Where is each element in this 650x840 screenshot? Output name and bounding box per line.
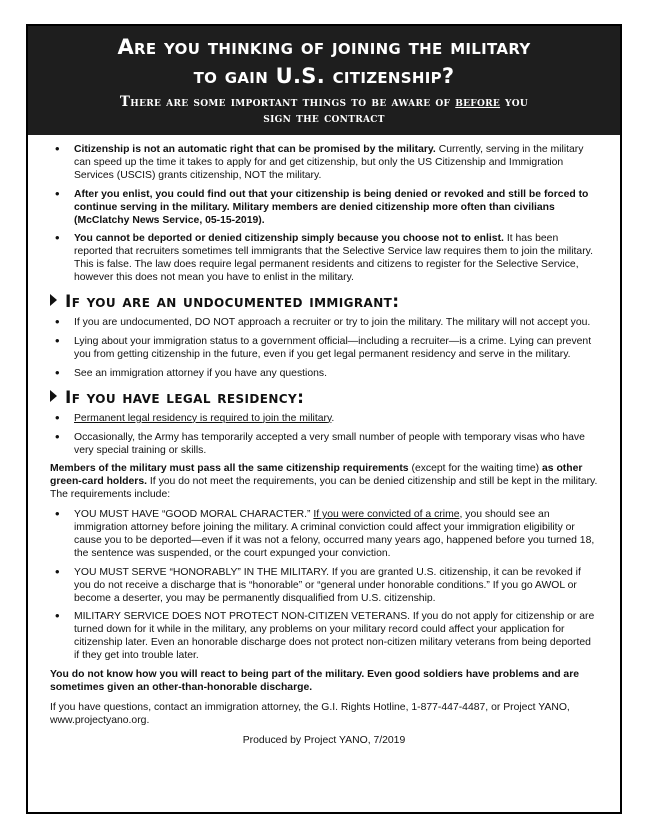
- closing-statement: You do not know how you will react to being part of the military. Even good soldiers have problems and are sometimes given an other-than-honorable discharge.: [50, 669, 580, 693]
- list-item: • YOU MUST SERVE “HONORABLY” IN THE MILITARY. If you are granted U.S. citizenship, it can be revoked if you do not receive a discharge that is “honorable” or “general under honorable conditions.” If you go AWOL or become a deserter, you may be permanently disqualified from U.S. citizenship.: [50, 567, 598, 606]
- req-bold-2: as other green-card holders.: [50, 463, 583, 488]
- list-item: • If you are undocumented, DO NOT approach a recruiter or try to join the military. The military will not accept you.: [50, 317, 598, 330]
- subtitle-pre: There are some important things to be aware of: [119, 94, 456, 110]
- subtitle-line-2: sign the contract: [263, 110, 385, 126]
- bullet-bold: After you enlist, you could find out that your citizenship is being denied or revoked and still be forced to continue serving in the military. Military members are denied citizenship more often than civilians (McClatchy News Service, 05-15-2019).: [74, 188, 589, 226]
- requirements-bullet-list: [50, 509, 598, 663]
- list-item: [50, 144, 598, 183]
- bullet-text: .: [331, 412, 335, 424]
- play-arrow-icon: [50, 294, 57, 306]
- undocumented-bullet-list: [50, 317, 598, 381]
- list-item: • Occasionally, the Army has temporarily accepted a very small number of people with temporary visas who have very special training or skills.: [50, 432, 598, 458]
- bullet-text: It has been reported that recruiters sometimes tell immigrants that the Selective Service law requires them to join the military. This is false. The law does require legal permanent residents and citizens to register for the Selective Service, however this does not mean you have to enlist in the military.: [74, 233, 593, 284]
- title-line-1: Are you thinking of joining the military: [117, 35, 531, 59]
- req-text-1: (except for the waiting time): [408, 463, 542, 475]
- flyer-frame: [26, 24, 622, 814]
- subtitle-post: you: [500, 94, 529, 110]
- section-heading-legal: [50, 387, 598, 409]
- bullet-text: , you should see an immigration attorney before joining the military. A criminal conviction could affect your immigration eligibility or cause you to be deported—even if it was not a felony, occurred many years ago, happened before you turned 18, the sentence was suspended, or the court expunged your conviction.: [74, 509, 595, 559]
- legal-bullet-list: [50, 413, 598, 458]
- bullet-bold: Citizenship is not an automatic right that can be promised by the military.: [74, 144, 436, 155]
- title-line-2: to gain U.S. citizenship?: [193, 64, 455, 88]
- requirements-intro: [50, 463, 598, 502]
- header-banner: [28, 26, 620, 135]
- section-heading-text: If you are an undocumented immigrant:: [65, 292, 400, 313]
- list-item: [50, 413, 598, 426]
- list-item: • Lying about your immigration status to a government official—including a recruiter—is a crime. Lying can prevent you from getting citizenship in the future, even if you get legal permanent residency and serve in the military.: [50, 336, 598, 362]
- bullet-bold: You cannot be deported or denied citizenship simply because you choose not to enlist.: [74, 233, 504, 245]
- bullet-underlined: If you were convicted of a crime: [313, 509, 460, 521]
- list-item: • MILITARY SERVICE DOES NOT PROTECT NON-CITIZEN VETERANS. If you do not apply for citizenship or are turned down for it while in the military, any problems on your military record could affect your application for citizenship later. Even an honorable discharge does not protect non-citizen military veterans from being deported if they get into trouble later.: [50, 611, 598, 663]
- section-heading-undocumented: [50, 291, 598, 313]
- bullet-text: YOU MUST HAVE “GOOD MORAL CHARACTER.”: [74, 509, 314, 521]
- bullet-underlined: Permanent legal residency is required to join the military: [74, 412, 332, 424]
- play-arrow-icon: [50, 390, 57, 402]
- req-text-2: If you do not meet the requirements, you can be denied citizenship and still be kept in the military. The requirements include:: [50, 476, 598, 501]
- subtitle: [36, 94, 612, 126]
- flyer-content: [28, 135, 620, 748]
- list-item: [50, 509, 598, 561]
- list-item: • See an immigration attorney if you have any questions.: [50, 368, 598, 381]
- req-bold-1: Members of the military must pass all the same citizenship requirements: [50, 463, 409, 475]
- list-item: [50, 233, 598, 285]
- list-item: [50, 189, 598, 228]
- section-heading-text: If you have legal residency:: [65, 387, 305, 408]
- produced-by: Produced by Project YANO, 7/2019: [242, 734, 406, 746]
- contact-info: If you have questions, contact an immigration attorney, the G.I. Rights Hotline, 1-877-447-4487, or Project YANO, www.projectyano.org.: [50, 701, 570, 726]
- bullet-text: Currently, serving in the military can speed up the time it takes to apply for and get citizenship, but only the US Citizenship and Immigration Services (USCIS) grants citizenship, NOT the military.: [74, 144, 584, 181]
- main-title: [36, 33, 612, 91]
- intro-bullet-list: [50, 144, 598, 285]
- subtitle-underlined: before: [455, 94, 501, 110]
